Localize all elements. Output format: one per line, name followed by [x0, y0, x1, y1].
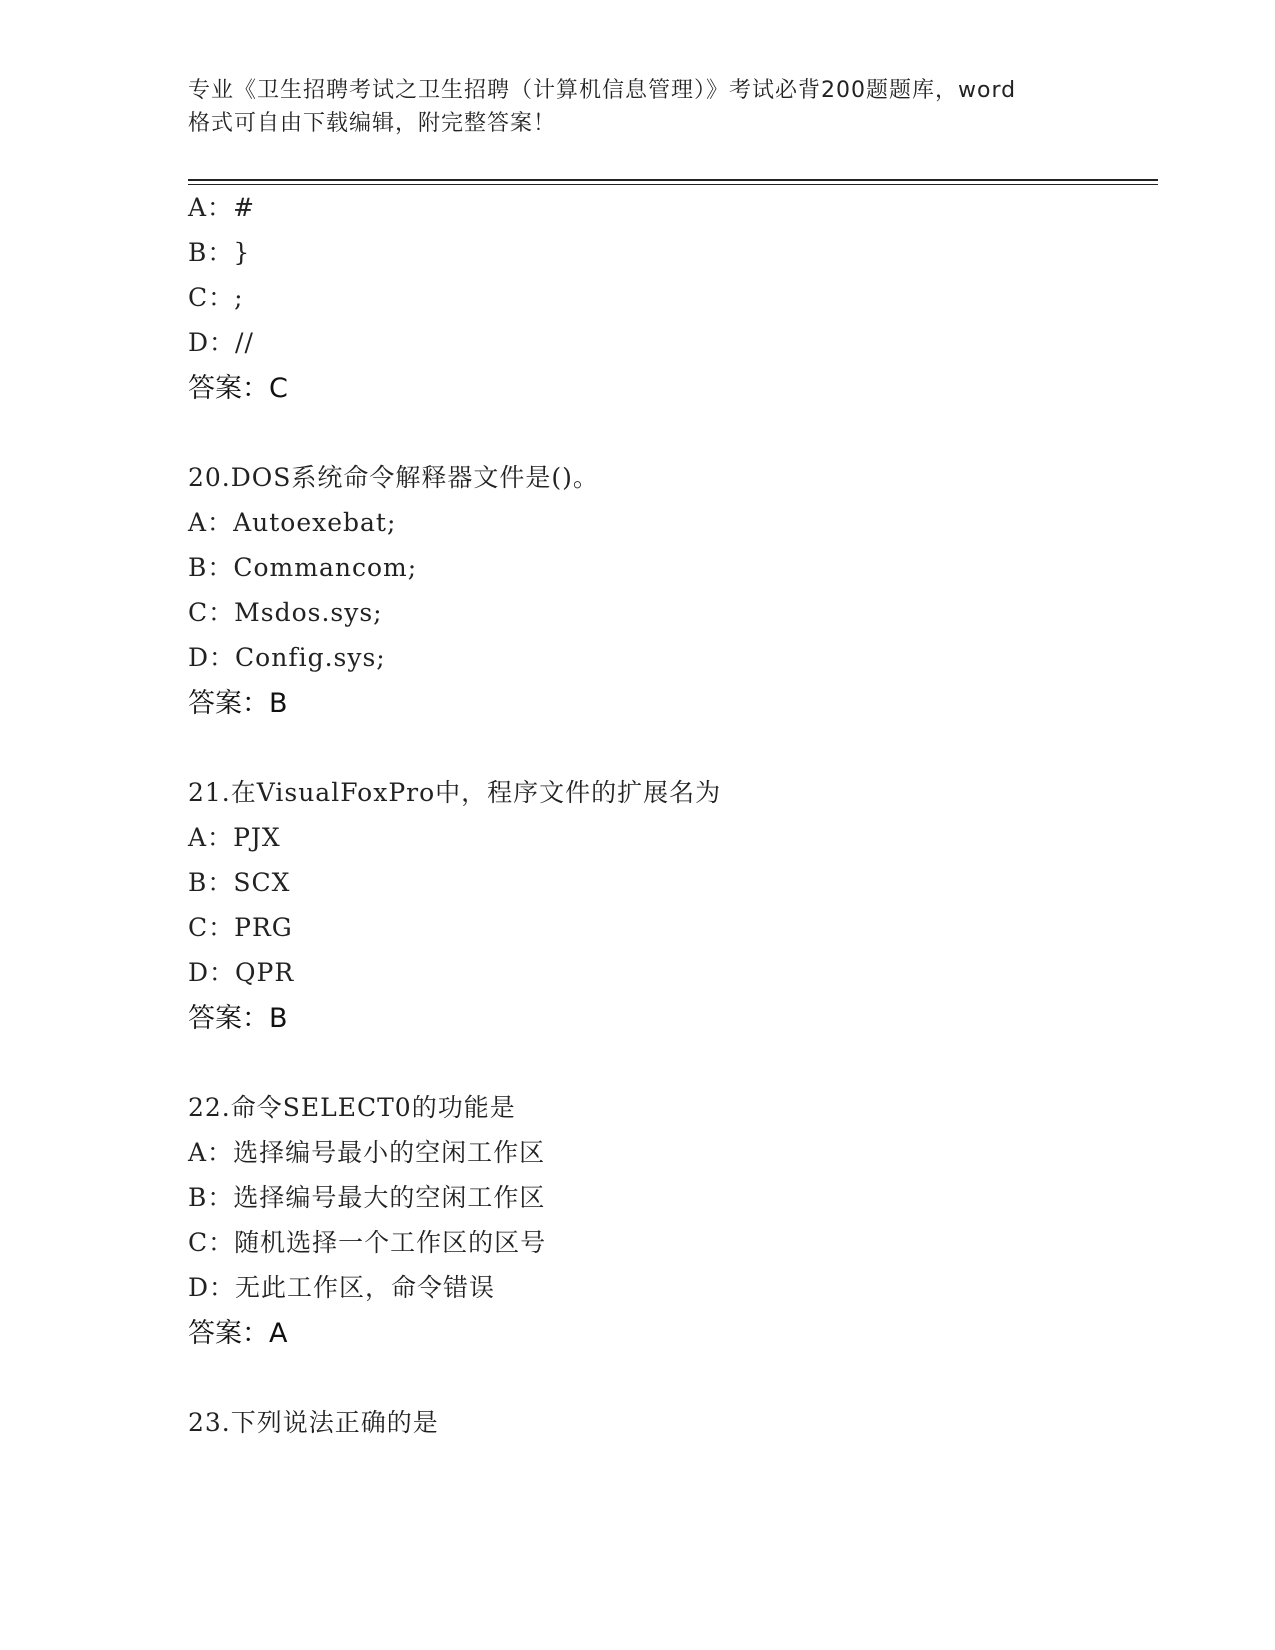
q22-option-b: B：选择编号最大的空闲工作区 [188, 1183, 546, 1212]
q19-answer: 答案：C [188, 373, 288, 404]
q20-question: 20.DOS系统命令解释器文件是()。 [188, 463, 599, 492]
q21-option-d: D：QPR [188, 958, 295, 987]
q21-option-c: C：PRG [188, 913, 293, 942]
header-line-1: 专业《卫生招聘考试之卫生招聘（计算机信息管理）》考试必背200题题库，word [188, 78, 1017, 103]
header-line-2: 格式可自由下载编辑，附完整答案！ [188, 111, 557, 136]
q20-answer: 答案：B [188, 688, 288, 719]
q21-answer: 答案：B [188, 1003, 288, 1034]
q21-option-b: B：SCX [188, 868, 291, 897]
header-divider-thick [188, 179, 1158, 181]
q20-option-c: C：Msdos.sys; [188, 598, 383, 627]
q22-option-c: C：随机选择一个工作区的区号 [188, 1228, 547, 1257]
q21-question: 21.在VisualFoxPro中，程序文件的扩展名为 [188, 778, 722, 807]
q22-option-d: D：无此工作区，命令错误 [188, 1273, 496, 1302]
q19-option-b: B：} [188, 238, 251, 267]
document-header [188, 74, 1088, 140]
q22-option-a: A：选择编号最小的空闲工作区 [188, 1138, 546, 1167]
q19-option-c: C：; [188, 283, 244, 312]
q23-question: 23.下列说法正确的是 [188, 1408, 439, 1437]
q22-answer: 答案：A [188, 1318, 288, 1349]
q19-option-d: D：// [188, 328, 254, 357]
q20-option-b: B：Commancom; [188, 553, 418, 582]
q21-option-a: A：PJX [188, 823, 281, 852]
header-divider-thin [188, 184, 1158, 185]
q19-option-a: A：# [188, 193, 256, 222]
q20-option-d: D：Config.sys; [188, 643, 386, 672]
q22-question: 22.命令SELECT0的功能是 [188, 1093, 516, 1122]
q20-option-a: A：Autoexebat; [188, 508, 397, 537]
